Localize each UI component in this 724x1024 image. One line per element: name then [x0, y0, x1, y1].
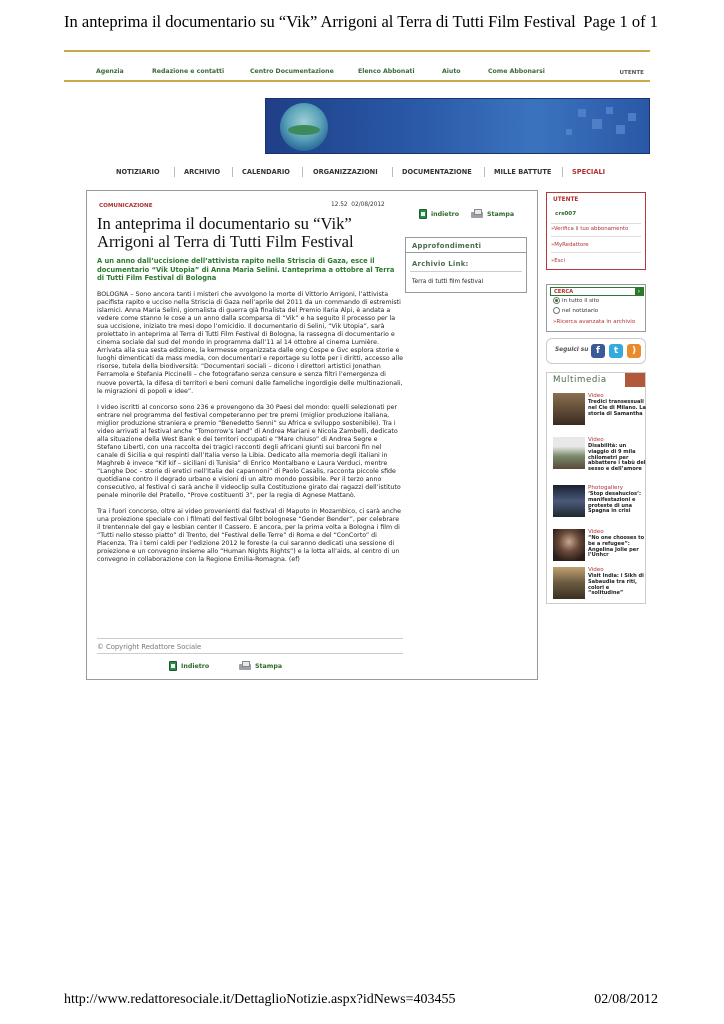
multimedia-caption: Disabilità: un viaggio di 9 mila chilometri per abbattere i tabù del sesso e dell’amore [588, 443, 646, 473]
approfondimenti-box [405, 237, 527, 293]
print-button-top[interactable] [471, 209, 514, 219]
multimedia-item[interactable] [553, 437, 645, 477]
multimedia-caption: Tredici transessuali nel Cie di Milano. La storia di Samantha [588, 399, 646, 417]
back-icon [169, 661, 177, 671]
multimedia-type: Video [588, 567, 604, 573]
print-footer-url: http://www.redattoresociale.it/DettaglioNotizie.aspx?idNews=403455 [64, 992, 456, 1007]
back-button-bottom[interactable] [169, 661, 209, 671]
twitter-icon[interactable]: t [609, 344, 623, 358]
article-body [97, 291, 403, 573]
radio-icon [553, 307, 560, 314]
advanced-search-link[interactable]: »Ricerca avanzata in archivio [553, 319, 636, 325]
thumbnail-image [553, 567, 585, 599]
approfondimenti-heading: Approfondimenti [412, 242, 482, 250]
topnav-utente[interactable]: UTENTE [619, 70, 644, 76]
search-label: CERCA [554, 289, 574, 295]
rss-icon[interactable]: ) [627, 344, 641, 358]
nav-mille-battute[interactable]: MILLE BATTUTE [494, 168, 552, 176]
divider [97, 653, 403, 654]
printer-icon [239, 661, 251, 671]
article-paragraph: BOLOGNA – Sono ancora tanti i misteri che avvolgono la morte di Vittorio Arrigoni, l’attivista pacifista rapito e ucciso nella Striscia di Gaza nell’aprile del 2011 da un commando di estremisti islamici. Anna Maria Selini, giornalista di guerra già finalista del Premio Ilaria Alpi, è andata a vedere come stanno le cose a un anno dalla scomparsa di “Vik” e ha seguito il processo per la sua uccisione, iniziato tre mesi dopo l’omicidio. Il documentario di Selini, “Vik Utopia”, sarà proiettato in anteprima al Terra di Tutti Film Festival di Bologna, la rassegna di documentario e cinema sociale dal sud del mondo in programma dall’11 al 14 ottobre al cinema Lumière. Arrivata alla sua sesta edizione, la kermesse organizzata dalle ong Cospe e Gvc esplora storie e luoghi dimenticati da mass media, con documentari e reportage su lotte per i diritti, accesso alle risorse, tutela della biodiversità: “Documentari sociali – dicono i direttori artistici Jonathan Ferramola e Stefania Piccinelli – che fotografano senza censure e senza filtri l’emergenza di nuove povertà, la difesa di territori e beni comuni dalle fameliche ingordigie delle multinazionali, le migrazioni di popoli e idee”. [97, 291, 403, 395]
multimedia-caption: Visit India: i Sikh di Sabaudia tra riti, colori e “solitudine” [588, 573, 644, 597]
search-box [546, 284, 646, 332]
thumbnail-image [553, 529, 585, 561]
multimedia-type: Video [588, 529, 604, 535]
article-time: 12.52 [331, 202, 348, 208]
article-date: 02/08/2012 [351, 202, 385, 208]
main-navigation [64, 166, 650, 180]
article-lead: A un anno dall’uccisione dell’attivista rapito nella Striscia di Gaza, esce il documentario “Vik Utopia” di Anna Maria Selini. L’anteprima a ottobre al Terra di Tutti Film Festival di Bologna [97, 257, 395, 283]
print-header-page: Page 1 of 1 [583, 12, 658, 31]
search-option-notiziario[interactable]: nel notiziario [553, 307, 598, 314]
back-icon [419, 209, 427, 219]
back-label: Indietro [181, 662, 210, 670]
topnav-elenco-abbonati[interactable]: Elenco Abbonati [358, 68, 415, 75]
topnav-agenzia[interactable]: Agenzia [96, 68, 124, 75]
site-logo-icon [280, 103, 328, 151]
divider [97, 638, 403, 639]
print-footer-date: 02/08/2012 [594, 992, 658, 1007]
multimedia-type: Video [588, 437, 604, 443]
facebook-icon[interactable]: f [591, 344, 605, 358]
social-label: Seguici su [555, 347, 589, 353]
print-header-title: In anteprima il documentario su “Vik” Arrigoni al Terra di Tutti Film Festival [64, 12, 576, 31]
multimedia-type: Photogallery [588, 485, 624, 491]
multimedia-box [546, 372, 646, 604]
search-go-button[interactable]: › [635, 288, 643, 295]
printer-icon [471, 209, 483, 219]
article-box [86, 190, 538, 680]
article-title: In anteprima il documentario su “Vik” Arrigoni al Terra di Tutti Film Festival [97, 214, 354, 251]
nav-documentazione[interactable]: DOCUMENTAZIONE [402, 168, 472, 176]
nav-notiziario[interactable]: NOTIZIARIO [116, 168, 160, 176]
username: crs007 [555, 211, 577, 217]
article-paragraph: I video iscritti al concorso sono 236 e provengono da 30 Paesi del mondo: quelli selezionati per entrare nel programma del festival competeranno per tre premi (miglior produzione italiana, miglior produzione straniera e premio “Benedetto Senni” su Africa e sviluppo sostenibile). Tra i video arrivati al festival anche “Tomorrow’s land” di Andrea Mariani e Nicola Zambelli, dedicato alla situazione della West Bank e dei territori occupati e “Mare chiuso” di Andrea Segre e Stefano Liberti, con una raccolta dei tragici racconti degli africani giunti sui barconi fin nel canale di Sicilia e qui respinti dall’Italia verso la Libia. Dedicato alla memoria degli italiani in Maghreb è invece “Kif kif – siciliani di Tunisia” di Enrico Montalbano e Laura Verduci, mentre “Langhe Doc – storie di eretici nell’Italia dei capannoni” di Paolo Casalis, racconta piccole sfide quotidiane contro il degrado urbano e visioni di un altro mondo possibile. Per il terzo anno consecutivo, al festival ci sarà anche il videoclip sulla Costituzione girato dai ragazzi dell’istituto penale minorile del Pratello, “Prove costituenti 3”, per la regia di Agnese Mattanò. [97, 403, 401, 500]
print-label: Stampa [487, 210, 515, 218]
nav-archivio[interactable]: ARCHIVIO [184, 168, 221, 176]
search-input[interactable] [550, 287, 644, 296]
print-button-bottom[interactable] [239, 661, 282, 671]
thumbnail-image [553, 437, 585, 469]
article-category[interactable]: COMUNICAZIONE [99, 203, 153, 209]
back-button-top[interactable] [419, 209, 459, 219]
site-banner[interactable] [265, 98, 650, 154]
thumbnail-image [553, 485, 585, 517]
multimedia-type: Video [588, 393, 604, 399]
multimedia-item[interactable] [553, 529, 645, 569]
multimedia-caption: ‘Stop desahucios’: manifestazioni e proteste di una Spagna in crisi [588, 491, 642, 515]
multimedia-item[interactable] [553, 485, 645, 525]
archivio-link-heading: Archivio Link: [412, 260, 469, 268]
verifica-abbonamento-link[interactable]: »Verifica il tuo abbonamento [551, 226, 629, 232]
topnav-come-abbonarsi[interactable]: Come Abbonarsi [488, 68, 545, 75]
topnav-aiuto[interactable]: Aiuto [442, 68, 461, 75]
radio-icon [553, 297, 560, 304]
archivio-link-item[interactable]: Terra di tutti film festival [412, 279, 484, 285]
multimedia-item[interactable] [553, 393, 645, 433]
print-header [64, 12, 658, 34]
topnav-redazione[interactable]: Redazione e contatti [152, 68, 225, 75]
multimedia-item[interactable] [553, 567, 645, 607]
nav-speciali[interactable]: SPECIALI [572, 168, 606, 176]
top-navigation [64, 50, 650, 82]
thumbnail-image [553, 393, 585, 425]
print-label: Stampa [255, 662, 283, 670]
back-label: indietro [431, 210, 460, 218]
multimedia-caption: “No one chooses to be a refugee”: Angelina Jolie per l’Unhcr [588, 535, 645, 559]
topnav-centro-documentazione[interactable]: Centro Documentazione [250, 68, 334, 75]
search-option-sito[interactable]: in tutto il sito [553, 297, 599, 304]
copyright-text: © Copyright Redattore Sociale [97, 643, 202, 651]
print-footer [64, 992, 658, 1014]
nav-organizzazioni[interactable]: ORGANIZZAZIONI [313, 168, 378, 176]
social-box [546, 338, 646, 364]
article-timestamp [331, 202, 385, 208]
user-heading: UTENTE [553, 197, 579, 203]
nav-calendario[interactable]: CALENDARIO [242, 168, 290, 176]
myredattore-link[interactable]: »MyRedattore [551, 242, 589, 248]
multimedia-heading: Multimedia [553, 375, 607, 385]
user-box [546, 192, 646, 270]
esci-link[interactable]: »Esci [551, 258, 565, 264]
article-paragraph: Tra i fuori concorso, oltre ai video provenienti dal festival di Maputo in Mozambico, ci sarà anche una proiezione speciale con i filmati del festival Glbt bolognese “Gender Bender”, per celebrare il trentennale del gay e lesbian center Il Cassero. E ancora, per la prima volta a Bologna i film di “Tutti nello stesso piatto” di Trento, del “Festival delle Terre” di Roma e del “ConCorto” di Piacenza. Tra i temi caldi per l’edizione 2012 le foreste (a cui saranno dedicati una sessione di proiezione e un convegno insieme allo “Human Nights Rights”) e la lotta all’aids, al centro di un convegno in collaborazione con la Regione Emilia-Romagna. (ef) [97, 508, 402, 564]
